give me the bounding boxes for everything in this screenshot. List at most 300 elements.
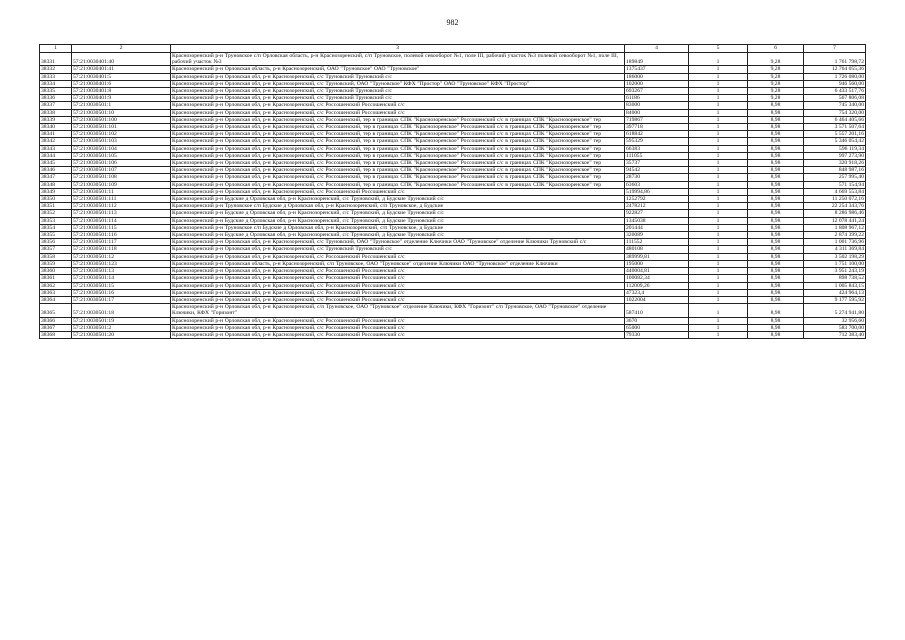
row-number: 38351 <box>40 203 72 210</box>
column-5-value: 1 <box>689 66 748 73</box>
column-header: 5 <box>689 45 748 53</box>
location-description: Краснозоренский р-н Орловская обл, р-н Краснозоренский, с/с Труновский Труновский с/с <box>171 88 625 95</box>
area-value: 66383 <box>625 145 689 152</box>
column-5-value: 1 <box>689 304 748 317</box>
table-row <box>40 116 866 123</box>
area-value: 65000 <box>625 324 689 331</box>
column-5-value: 1 <box>689 73 748 80</box>
table-row <box>40 174 866 181</box>
location-description: Краснозоренский р-н Орловская обл, р-н Краснозоренский, с/с Россошенский, тер в границах СПК "Краснозоренское" Россошенский с/с в границах СПК "Краснозоренское" тер <box>171 138 625 145</box>
cadastral-number: 57:21:0030501:13 <box>72 268 171 275</box>
cadastral-value: 424 964,13 <box>804 289 866 296</box>
table-row <box>40 80 866 87</box>
cadastral-value: 3 571 507,64 <box>804 124 866 131</box>
row-number: 38339 <box>40 116 72 123</box>
cadastral-value: 567 806,08 <box>804 95 866 102</box>
cadastral-number: 57:21:0030501:116 <box>72 232 171 239</box>
specific-value: 8,98 <box>748 160 804 167</box>
cadastral-value: 745 340,00 <box>804 102 866 109</box>
cadastral-number: 57:21:0030401:8 <box>72 88 171 95</box>
table-row <box>40 324 866 331</box>
column-5-value: 1 <box>689 232 748 239</box>
table-row <box>40 296 866 303</box>
cadastral-value: 3 502 198,29 <box>804 253 866 260</box>
specific-value: 8,98 <box>748 304 804 317</box>
specific-value: 8,98 <box>748 152 804 159</box>
row-number: 38345 <box>40 160 72 167</box>
row-number: 38341 <box>40 131 72 138</box>
area-value: 922827 <box>625 210 689 217</box>
column-5-value: 1 <box>689 167 748 174</box>
cadastral-number: 57:21:0030501:112 <box>72 203 171 210</box>
row-number: 38358 <box>40 253 72 260</box>
area-value: 84000 <box>625 109 689 116</box>
location-description: Краснозоренский р-н Орловская обл, р-н Краснозоренский, с/с Труновский Труновский с/с <box>171 246 625 253</box>
area-value: 480108 <box>625 246 689 253</box>
cadastral-number: 57:21:0030501:118 <box>72 246 171 253</box>
cadastral-value: 5 557 201,16 <box>804 131 866 138</box>
table-row <box>40 268 866 275</box>
row-number: 38349 <box>40 188 72 195</box>
location-description: Краснозоренский р-н Орловская обл, р-н Краснозоренский, с/с Россошенский, тер в границах СПК "Краснозоренское" Россошенский с/с в границах СПК "Краснозоренское" тер <box>171 181 625 188</box>
cadastral-number: 57:21:0030501:113 <box>72 210 171 217</box>
area-value: 111552 <box>625 239 689 246</box>
table-row <box>40 66 866 73</box>
cadastral-number: 57:21:0030401:41 <box>72 66 171 73</box>
specific-value: 9,28 <box>748 95 804 102</box>
cadastral-number: 57:21:0030501:14 <box>72 275 171 282</box>
column-5-value: 1 <box>689 53 748 66</box>
area-value: 79330 <box>625 331 689 338</box>
cadastral-value: 12 078 441,24 <box>804 217 866 224</box>
column-5-value: 1 <box>689 145 748 152</box>
cadastral-value: 9 177 595,92 <box>804 296 866 303</box>
table-row <box>40 260 866 267</box>
area-value: 587410 <box>625 304 689 317</box>
row-number: 38344 <box>40 152 72 159</box>
area-value: 189849 <box>625 53 689 66</box>
table-row <box>40 210 866 217</box>
cadastral-value: 1 726 080,00 <box>804 73 866 80</box>
cadastral-number: 57:21:0030501:102 <box>72 131 171 138</box>
cadastral-number: 57:21:0030501:111 <box>72 196 171 203</box>
column-5-value: 1 <box>689 174 748 181</box>
cadastral-value: 11 250 072,16 <box>804 196 866 203</box>
cadastral-number: 57:21:0030501:101 <box>72 124 171 131</box>
specific-value: 9,28 <box>748 80 804 87</box>
cadastral-number: 57:21:0030401:6 <box>72 80 171 87</box>
location-description: Краснозоренский р-н Будские д Орловская обл, р-н Краснозоренский, с/с Труновский, д Будские Труновский с/с <box>171 196 625 203</box>
column-5-value: 1 <box>689 246 748 253</box>
cadastral-value: 1 808 967,12 <box>804 224 866 231</box>
row-number: 38346 <box>40 167 72 174</box>
specific-value: 8,98 <box>748 131 804 138</box>
row-number: 38361 <box>40 275 72 282</box>
table-row <box>40 246 866 253</box>
specific-value: 8,98 <box>748 260 804 267</box>
area-value: 1022004 <box>625 296 689 303</box>
cadastral-value: 5 274 941,80 <box>804 304 866 317</box>
location-description: Краснозоренский р-н Орловская область, р-н Краснозоренский, с/п Труновское, ОАО "Труновское" отделение Ключики ОАО "Труновское" отделение Ключики <box>171 260 625 267</box>
row-number: 38335 <box>40 88 72 95</box>
cadastral-number: 57:21:0030501:19 <box>72 317 171 324</box>
table-row <box>40 203 866 210</box>
specific-value: 8,98 <box>748 217 804 224</box>
row-number: 38340 <box>40 124 72 131</box>
specific-value: 8,98 <box>748 275 804 282</box>
row-number: 38368 <box>40 331 72 338</box>
row-number: 38360 <box>40 268 72 275</box>
column-5-value: 1 <box>689 131 748 138</box>
row-number: 38334 <box>40 80 72 87</box>
row-number: 38353 <box>40 217 72 224</box>
area-value: 111055 <box>625 152 689 159</box>
column-number-header-row <box>40 45 866 53</box>
location-description: Краснозоренский р-н Орловская обл, р-н Краснозоренский, с/с Россошенский Россошенский с/с <box>171 324 625 331</box>
cadastral-number: 57:21:0030401:5 <box>72 73 171 80</box>
cadastral-number: 57:21:0030501:17 <box>72 296 171 303</box>
specific-value: 8,98 <box>748 167 804 174</box>
column-5-value: 1 <box>689 239 748 246</box>
row-number: 38333 <box>40 73 72 80</box>
cadastral-value: 1 001 736,96 <box>804 239 866 246</box>
row-number: 38337 <box>40 102 72 109</box>
location-description: Краснозоренский р-н Орловская обл, р-н Краснозоренский, с/с Труновский, ОАО "Труновское" КФХ "Простор" ОАО "Труновское" КФХ "Простор" <box>171 80 625 87</box>
area-value: 389999,81 <box>625 253 689 260</box>
location-description: Краснозоренский р-н Орловская обл, р-н Краснозоренский, с/с Россошенский, тер в границах СПК "Краснозоренское" Россошенский с/с в границах СПК "Краснозоренское" тер <box>171 174 625 181</box>
cadastral-value: 583 700,00 <box>804 324 866 331</box>
area-value: 3670 <box>625 317 689 324</box>
specific-value: 9,28 <box>748 66 804 73</box>
table-row <box>40 275 866 282</box>
location-description: Краснозоренский р-н Орловская обл, р-н Краснозоренский, с/с Россошенский Россошенский с/с <box>171 188 625 195</box>
cadastral-value: 754 320,00 <box>804 109 866 116</box>
cadastral-value: 32 956,60 <box>804 317 866 324</box>
table-row <box>40 196 866 203</box>
cadastral-number: 57:21:0030501:2 <box>72 324 171 331</box>
cadastral-value: 4 311 369,84 <box>804 246 866 253</box>
row-number: 38343 <box>40 145 72 152</box>
cadastral-number: 57:21:0030501:123 <box>72 260 171 267</box>
cadastral-number: 57:21:0030501:100 <box>72 116 171 123</box>
column-5-value: 1 <box>689 260 748 267</box>
location-description: Краснозоренский р-н Орловская обл, р-н Краснозоренский, с/с Россошенский, тер в границах СПК "Краснозоренское" Россошенский с/с в границах СПК "Краснозоренское" тер <box>171 160 625 167</box>
row-number: 38357 <box>40 246 72 253</box>
cadastral-value: 6 464 405,66 <box>804 116 866 123</box>
cadastral-number: 57:21:0030501:15 <box>72 282 171 289</box>
table-row <box>40 88 866 95</box>
table-row <box>40 188 866 195</box>
table-row <box>40 160 866 167</box>
column-5-value: 1 <box>689 282 748 289</box>
area-value: 201444 <box>625 224 689 231</box>
row-number: 38352 <box>40 210 72 217</box>
cadastral-number: 57:21:0030501:106 <box>72 160 171 167</box>
cadastral-value: 848 987,16 <box>804 167 866 174</box>
table-row <box>40 232 866 239</box>
column-5-value: 1 <box>689 203 748 210</box>
column-5-value: 1 <box>689 331 748 338</box>
specific-value: 8,98 <box>748 116 804 123</box>
row-number: 38354 <box>40 224 72 231</box>
area-value: 83000 <box>625 102 689 109</box>
cadastral-number: 57:21:0030501:117 <box>72 239 171 246</box>
area-value: 186000 <box>625 73 689 80</box>
location-description: Краснозоренский р-н Орловская обл, р-н Краснозоренский, с/с Россошенский, тер в границах СПК "Краснозоренское" Россошенский с/с в границах СПК "Краснозоренское" тер <box>171 116 625 123</box>
location-description: Краснозоренский р-н Будские д Орловская обл, р-н Краснозоренский, с/с Труновский, д Будские Труновский с/с <box>171 232 625 239</box>
column-5-value: 1 <box>689 210 748 217</box>
cadastral-number: 57:21:0030501:114 <box>72 217 171 224</box>
column-5-value: 1 <box>689 188 748 195</box>
area-value: 320089 <box>625 232 689 239</box>
cadastral-number: 57:21:0030401:40 <box>72 53 171 66</box>
column-5-value: 1 <box>689 152 748 159</box>
table-row <box>40 167 866 174</box>
column-5-value: 1 <box>689 224 748 231</box>
location-description: Краснозоренский р-н Будские д Орловская обл, р-н Краснозоренский, с/с Труновский, д Будские Труновский с/с <box>171 210 625 217</box>
specific-value: 8,98 <box>748 102 804 109</box>
cadastral-value-table <box>39 44 866 339</box>
cadastral-value: 712 383,40 <box>804 331 866 338</box>
area-value: 397718 <box>625 124 689 131</box>
column-5-value: 1 <box>689 88 748 95</box>
location-description: Краснозоренский р-н Орловская обл, р-н Краснозоренский, с/с Россошенский Россошенский с/с <box>171 289 625 296</box>
table-row <box>40 131 866 138</box>
column-5-value: 1 <box>689 102 748 109</box>
cadastral-number: 57:21:0030501:11 <box>72 188 171 195</box>
cadastral-number: 57:21:0030501:20 <box>72 331 171 338</box>
cadastral-value: 3 951 243,19 <box>804 268 866 275</box>
area-value: 1345038 <box>625 217 689 224</box>
specific-value: 8,98 <box>748 196 804 203</box>
table-row <box>40 53 866 66</box>
area-value: 35737 <box>625 160 689 167</box>
cadastral-number: 57:21:0030501:107 <box>72 167 171 174</box>
cadastral-number: 57:21:0030501:10 <box>72 109 171 116</box>
cadastral-number: 57:21:0030501:115 <box>72 224 171 231</box>
specific-value: 8,98 <box>748 331 804 338</box>
location-description: Краснозоренский р-н Орловская обл, р-н Краснозоренский, с/с Россошенский, тер в границах СПК "Краснозоренское" Россошенский с/с в границах СПК "Краснозоренское" тер <box>171 167 625 174</box>
location-description: Краснозоренский р-н Орловская обл, р-н Краснозоренский, с/с Россошенский, тер в границах СПК "Краснозоренское" Россошенский с/с в границах СПК "Краснозоренское" тер <box>171 152 625 159</box>
location-description: Краснозоренский р-н Орловская обл, р-н Краснозоренский, с/с Россошенский, тер в границах СПК "Краснозоренское" Россошенский с/с в границах СПК "Краснозоренское" тер <box>171 124 625 131</box>
row-number: 38356 <box>40 239 72 246</box>
location-description: Краснозоренский р-н Орловская обл, р-н Краснозоренский, с/с Россошенский Россошенский с/с <box>171 317 625 324</box>
cadastral-value: 1 005 843,15 <box>804 282 866 289</box>
area-value: 47323,4 <box>625 289 689 296</box>
row-number: 38366 <box>40 317 72 324</box>
column-5-value: 1 <box>689 116 748 123</box>
row-number: 38359 <box>40 260 72 267</box>
specific-value: 9,28 <box>748 53 804 66</box>
specific-value: 8,98 <box>748 138 804 145</box>
table-row <box>40 124 866 131</box>
table-row <box>40 239 866 246</box>
specific-value: 8,98 <box>748 181 804 188</box>
column-5-value: 1 <box>689 317 748 324</box>
cadastral-value: 257 995,40 <box>804 174 866 181</box>
location-description: Краснозоренский р-н Орловская обл, р-н Краснозоренский, с/с Россошенский Россошенский с/с <box>171 253 625 260</box>
table-row <box>40 145 866 152</box>
cadastral-number: 57:21:0030501:16 <box>72 289 171 296</box>
cadastral-value: 5 346 054,42 <box>804 138 866 145</box>
row-number: 38367 <box>40 324 72 331</box>
cadastral-value: 320 918,26 <box>804 160 866 167</box>
location-description: Краснозоренский р-н Труновское с/п Будские д Орловская обл, р-н Краснозоренский, с/п Труновское, д Будские <box>171 224 625 231</box>
column-5-value: 1 <box>689 124 748 131</box>
cadastral-value: 1 761 798,72 <box>804 53 866 66</box>
column-header: 1 <box>40 45 72 53</box>
column-header: 4 <box>625 45 689 53</box>
table-row <box>40 289 866 296</box>
location-description: Краснозоренский р-н Орловская обл, р-н Краснозоренский, с/с Труновский Труновский с/с <box>171 73 625 80</box>
row-number: 38355 <box>40 232 72 239</box>
location-description: Краснозоренский р-н Орловская область, р-н Краснозоренский, ОАО "Труновское" ОАО "Труновское" <box>171 66 625 73</box>
row-number: 38348 <box>40 181 72 188</box>
specific-value: 8,98 <box>748 174 804 181</box>
location-description: Краснозоренский р-н Орловская обл, р-н Краснозоренский, с/с Россошенский Россошенский с/с <box>171 331 625 338</box>
row-number: 38350 <box>40 196 72 203</box>
location-description: Краснозоренский р-н Труновское с/п Орловская область, р-н Краснозоренский, с/п Труновское, полевой севооборот №1, поле III, рабочий участок №3 полевой севооборот №1, поле III, рабочий участок №3 <box>171 53 625 66</box>
table-row <box>40 152 866 159</box>
cadastral-number: 57:21:0030401:9 <box>72 95 171 102</box>
cadastral-number: 57:21:0030501:1 <box>72 102 171 109</box>
column-header: 3 <box>171 45 625 53</box>
table-row <box>40 109 866 116</box>
location-description: Краснозоренский р-н Орловская обл, р-н Краснозоренский, с/с Россошенский, тер в границах СПК "Краснозоренское" Россошенский с/с в границах СПК "Краснозоренское" тер <box>171 131 625 138</box>
column-5-value: 1 <box>689 95 748 102</box>
specific-value: 8,98 <box>748 109 804 116</box>
specific-value: 8,98 <box>748 324 804 331</box>
table-row <box>40 73 866 80</box>
cadastral-number: 57:21:0030501:104 <box>72 145 171 152</box>
table-row <box>40 331 866 338</box>
area-value: 440004,81 <box>625 268 689 275</box>
specific-value: 8,98 <box>748 296 804 303</box>
specific-value: 9,28 <box>748 73 804 80</box>
location-description: Краснозоренский р-н Орловская обл, р-н Краснозоренский, с/с Россошенский Россошенский с/с <box>171 268 625 275</box>
cadastral-number: 57:21:0030501:18 <box>72 304 171 317</box>
area-value: 2478212 <box>625 203 689 210</box>
row-number: 38364 <box>40 296 72 303</box>
column-5-value: 1 <box>689 296 748 303</box>
column-5-value: 1 <box>689 324 748 331</box>
specific-value: 8,98 <box>748 268 804 275</box>
specific-value: 8,98 <box>748 210 804 217</box>
cadastral-number: 57:21:0030501:103 <box>72 138 171 145</box>
row-number: 38331 <box>40 53 72 66</box>
table-row <box>40 304 866 317</box>
cadastral-number: 57:21:0030501:105 <box>72 152 171 159</box>
cadastral-number: 57:21:0030501:109 <box>72 181 171 188</box>
location-description: Краснозоренский р-н Орловская обл, р-н Краснозоренский, с/с Россошенский Россошенский с/с <box>171 102 625 109</box>
cadastral-number: 57:21:0030501:12 <box>72 253 171 260</box>
specific-value: 8,98 <box>748 289 804 296</box>
location-description: Краснозоренский р-н Орловская обл, р-н Краснозоренский, с/с Труновский, ОАО "Труновское" отделение Ключики ОАО "Труновское" отделение Ключики Труновский с/с <box>171 239 625 246</box>
page-number: 982 <box>446 18 459 27</box>
column-header: 6 <box>748 45 804 53</box>
row-number: 38342 <box>40 138 72 145</box>
column-5-value: 1 <box>689 138 748 145</box>
cadastral-value: 1 751 100,00 <box>804 260 866 267</box>
column-5-value: 1 <box>689 160 748 167</box>
specific-value: 8,98 <box>748 239 804 246</box>
column-5-value: 1 <box>689 109 748 116</box>
specific-value: 8,98 <box>748 232 804 239</box>
row-number: 38347 <box>40 174 72 181</box>
column-5-value: 1 <box>689 268 748 275</box>
row-number: 38363 <box>40 289 72 296</box>
row-number: 38362 <box>40 282 72 289</box>
table-row <box>40 217 866 224</box>
specific-value: 8,98 <box>748 145 804 152</box>
specific-value: 9,28 <box>748 88 804 95</box>
area-value: 519994,86 <box>625 188 689 195</box>
area-value: 61186 <box>625 95 689 102</box>
area-value: 112009,26 <box>625 282 689 289</box>
specific-value: 8,98 <box>748 203 804 210</box>
area-value: 100082,34 <box>625 275 689 282</box>
area-value: 1252792 <box>625 196 689 203</box>
cadastral-value: 946 560,00 <box>804 80 866 87</box>
area-value: 102000 <box>625 80 689 87</box>
table-row <box>40 224 866 231</box>
specific-value: 8,98 <box>748 224 804 231</box>
cadastral-value: 4 669 553,84 <box>804 188 866 195</box>
area-value: 28730 <box>625 174 689 181</box>
area-value: 618842 <box>625 131 689 138</box>
table-row <box>40 282 866 289</box>
cadastral-number: 57:21:0030501:108 <box>72 174 171 181</box>
area-value: 195000 <box>625 260 689 267</box>
row-number: 38365 <box>40 304 72 317</box>
cadastral-value: 997 273,90 <box>804 152 866 159</box>
area-value: 719867 <box>625 116 689 123</box>
table-row <box>40 95 866 102</box>
cadastral-value: 596 119,34 <box>804 145 866 152</box>
column-header: 2 <box>72 45 171 53</box>
location-description: Краснозоренский р-н Орловская обл, р-н Краснозоренский, с/с Россошенский Россошенский с/с <box>171 296 625 303</box>
table-row <box>40 317 866 324</box>
location-description: Краснозоренский р-н Орловская обл, р-н Краснозоренский, с/п Труновское, ОАО "Труновское" отделение Ключики, КФХ "Горизонт" с/п Труновское, ОАО "Труновское" отделение Ключики, КФХ "Горизонт" <box>171 304 625 317</box>
column-5-value: 1 <box>689 253 748 260</box>
specific-value: 8,98 <box>748 317 804 324</box>
cadastral-value: 2 874 399,22 <box>804 232 866 239</box>
area-value: 63603 <box>625 181 689 188</box>
row-number: 38332 <box>40 66 72 73</box>
column-5-value: 1 <box>689 217 748 224</box>
cadastral-value: 898 738,52 <box>804 275 866 282</box>
column-5-value: 1 <box>689 289 748 296</box>
table-row <box>40 181 866 188</box>
location-description: Краснозоренский р-н Орловская обл, р-н Краснозоренский, с/с Россошенский, тер в границах СПК "Краснозоренское" Россошенский с/с в границах СПК "Краснозоренское" тер <box>171 145 625 152</box>
location-description: Краснозоренский р-н Орловская обл, р-н Краснозоренский, с/с Россошенский Россошенский с/с <box>171 275 625 282</box>
column-5-value: 1 <box>689 181 748 188</box>
area-value: 94542 <box>625 167 689 174</box>
location-description: Краснозоренский р-н Будские д Орловская обл, р-н Краснозоренский, с/с Труновский, д Будские Труновский с/с <box>171 217 625 224</box>
cadastral-value: 8 286 986,46 <box>804 210 866 217</box>
cadastral-value: 6 433 517,76 <box>804 88 866 95</box>
area-value: 1375437 <box>625 66 689 73</box>
column-5-value: 1 <box>689 275 748 282</box>
table-row <box>40 138 866 145</box>
location-description: Краснозоренский р-н Труновское с/п Будские д Орловская обл, р-н Краснозоренский, с/п Труновское, д Будские <box>171 203 625 210</box>
cadastral-value: 12 764 055,36 <box>804 66 866 73</box>
specific-value: 8,98 <box>748 246 804 253</box>
specific-value: 8,98 <box>748 124 804 131</box>
table-row <box>40 102 866 109</box>
cadastral-value: 22 254 343,76 <box>804 203 866 210</box>
row-number: 38336 <box>40 95 72 102</box>
